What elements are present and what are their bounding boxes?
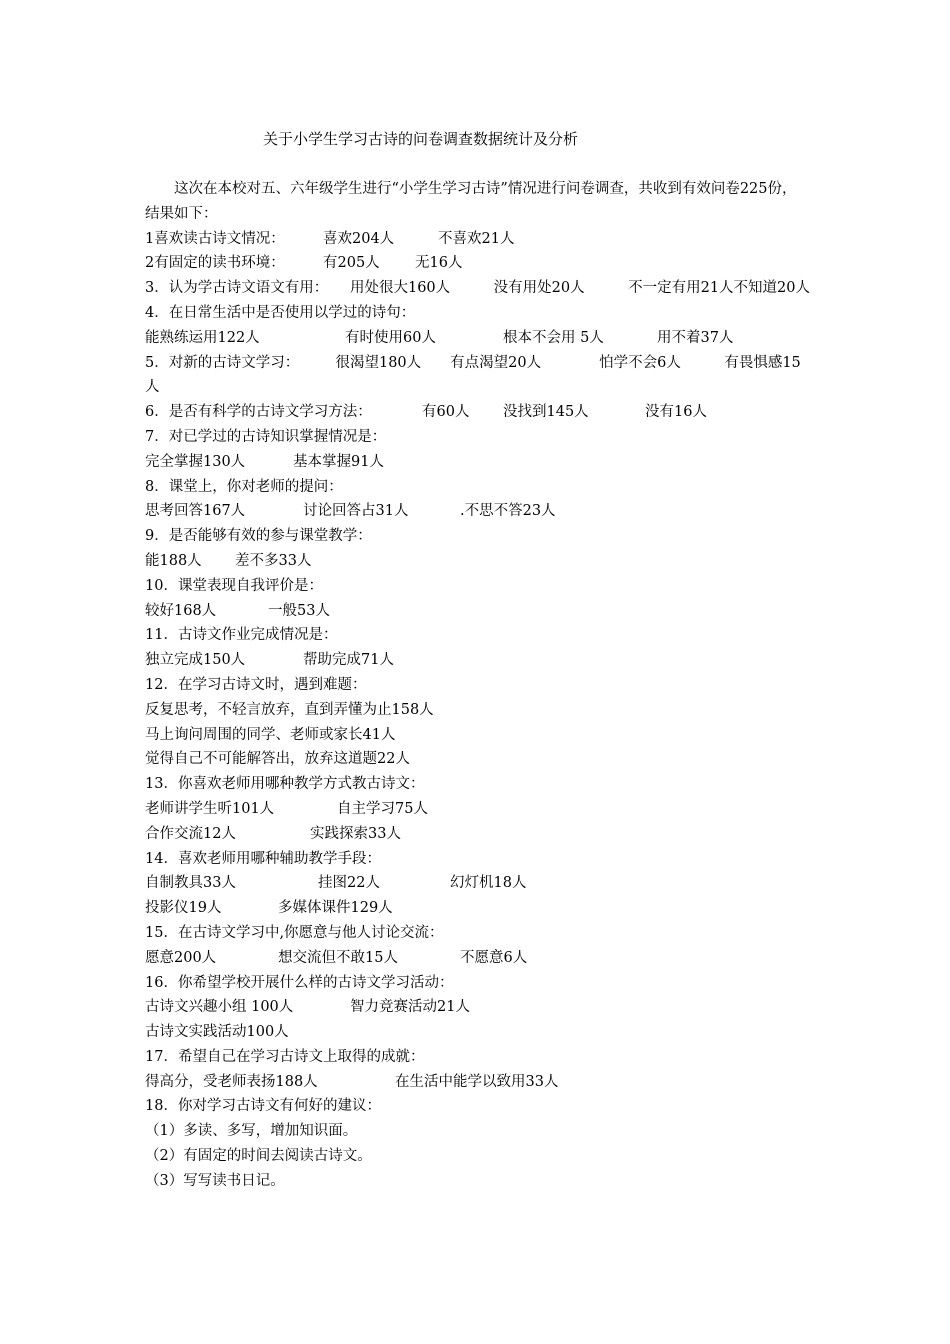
survey-line (145, 1020, 810, 1045)
survey-line-segment: 有时使用60人 (345, 329, 436, 346)
survey-line-segment: 幻灯机18人 (450, 875, 527, 892)
survey-line (145, 896, 810, 921)
survey-line (145, 1070, 810, 1095)
survey-line-segment: 8．课堂上，你对老师的提问： (145, 478, 343, 495)
survey-line (145, 450, 810, 475)
survey-line-segment: 得高分，受老师表扬188人 (145, 1073, 318, 1090)
survey-line (145, 946, 810, 971)
survey-line (145, 995, 810, 1020)
survey-line-segment: 投影仪19人 (145, 900, 222, 917)
survey-line-segment: 有205人 (323, 255, 380, 272)
survey-line-segment: （1）多读、多写，增加知识面。 (145, 1123, 358, 1140)
survey-line-segment: 差不多33人 (235, 552, 312, 569)
survey-line (145, 549, 810, 574)
survey-line (145, 599, 810, 624)
survey-line-segment: 古诗文实践活动100人 (145, 1024, 289, 1041)
survey-line-segment: 思考回答167人 (145, 503, 246, 520)
survey-line-segment: 一般53人 (268, 602, 330, 619)
survey-line-segment: 马上询问周围的同学、老师或家长41人 (145, 726, 396, 743)
survey-line-segment: 16．你希望学校开展什么样的古诗文学习活动： (145, 974, 454, 991)
survey-line (145, 524, 810, 549)
document-page (145, 0, 810, 1344)
survey-line (145, 1144, 810, 1169)
survey-line (145, 673, 810, 698)
survey-line-segment: 想交流但不敢15人 (278, 949, 398, 966)
survey-line-segment: 不喜欢21人 (438, 230, 515, 247)
survey-line (145, 971, 810, 996)
survey-line: 5．对新的古诗文学习： 很渴望180人 有点渴望20人 怕学不会6人 有畏惧感15人 (145, 354, 801, 396)
survey-line (145, 1045, 810, 1070)
survey-line-segment: 12．在学习古诗文时，遇到难题： (145, 676, 367, 693)
survey-line (145, 822, 810, 847)
survey-line-segment: 能熟练运用122人 (145, 329, 260, 346)
survey-line-segment: 独立完成150人 (145, 652, 246, 669)
survey-line-segment: 10．课堂表现自我评价是： (145, 577, 323, 594)
survey-line (145, 475, 810, 500)
survey-line-segment: 根本不会用 5人 (503, 329, 604, 346)
survey-line (145, 251, 810, 276)
survey-line-segment: 7．对已学过的古诗知识掌握情况是： (145, 428, 387, 445)
survey-line-segment: 4．在日常生活中是否使用以学过的诗句： (145, 304, 416, 321)
survey-line-segment: 喜欢204人 (323, 230, 395, 247)
survey-line-segment: 用不着37人 (657, 329, 734, 346)
survey-line-segment: 无16人 (415, 255, 463, 272)
survey-line-segment: 较好168人 (145, 602, 217, 619)
survey-line-segment: 觉得自己不可能解答出，放弃这道题22人 (145, 751, 410, 768)
survey-line-segment: （3）写写读书日记。 (145, 1172, 285, 1189)
survey-line-segment: 2有固定的读书环境： (145, 255, 285, 272)
document-body (145, 177, 810, 1194)
survey-line-segment: 能188人 (145, 552, 202, 569)
survey-line-segment: 讨论回答占31人 (303, 503, 409, 520)
survey-line (145, 648, 810, 673)
survey-line-segment: 反复思考，不轻言放弃，直到弄懂为止158人 (145, 701, 434, 718)
survey-line-segment: 自主学习75人 (337, 800, 428, 817)
survey-line-segment: 15．在古诗文学习中,你愿意与他人讨论交流： (145, 924, 444, 941)
survey-line (145, 301, 810, 326)
survey-line (145, 400, 810, 425)
survey-line-segment: 合作交流12人 (145, 825, 236, 842)
survey-line (145, 723, 810, 748)
survey-line-segment: （2）有固定的时间去阅读古诗文。 (145, 1148, 372, 1165)
survey-line (145, 847, 810, 872)
survey-line-segment: 11．古诗文作业完成情况是： (145, 627, 338, 644)
survey-line-segment: 17．希望自己在学习古诗文上取得的成就： (145, 1048, 425, 1065)
survey-line-segment: 有60人 (422, 404, 470, 421)
survey-line: 3．认为学古诗文语文有用： 用处很大160人 没有用处20人 不一定有用21人不知道20人 (145, 280, 810, 297)
survey-line-segment: 1喜欢读古诗文情况： (145, 230, 285, 247)
survey-line (145, 499, 810, 524)
survey-line-segment: 智力竞赛活动21人 (350, 999, 470, 1016)
survey-line (145, 1169, 810, 1194)
survey-line-segment: 6．是否有科学的古诗文学习方法： (145, 404, 372, 421)
survey-line (145, 797, 810, 822)
survey-line-segment: 没找到145人 (503, 404, 589, 421)
survey-line-segment: 老师讲学生听101人 (145, 800, 275, 817)
survey-line-segment: 基本掌握91人 (293, 453, 384, 470)
survey-line-segment: .不思不答23人 (460, 503, 556, 520)
survey-line-segment: 13．你喜欢老师用哪种教学方式教古诗文： (145, 776, 425, 793)
survey-line (145, 623, 810, 648)
survey-line (145, 698, 810, 723)
survey-line-segment: 完全掌握130人 (145, 453, 246, 470)
document-title: 关于小学生学习古诗的问卷调查数据统计及分析 (263, 130, 579, 148)
survey-line-segment: 实践探索33人 (310, 825, 401, 842)
survey-line (145, 871, 810, 896)
survey-line-segment: 14．喜欢老师用哪种辅助教学手段： (145, 850, 381, 867)
survey-line-segment: 18．你对学习古诗文有何好的建议： (145, 1098, 381, 1115)
survey-line (145, 1094, 810, 1119)
survey-line (145, 326, 810, 351)
survey-line-segment: 帮助完成71人 (303, 652, 394, 669)
survey-line (145, 1119, 810, 1144)
survey-line (145, 747, 810, 772)
survey-line (145, 574, 810, 599)
survey-line-segment: 没有16人 (645, 404, 707, 421)
survey-line (145, 772, 810, 797)
survey-line-segment: 挂图22人 (318, 875, 380, 892)
survey-line-segment: 在生活中能学以致用33人 (395, 1073, 559, 1090)
survey-line-segment: 不愿意6人 (460, 949, 528, 966)
survey-line (145, 921, 810, 946)
survey-line-segment: 愿意200人 (145, 949, 217, 966)
survey-line-segment: 9．是否能够有效的参与课堂教学： (145, 528, 372, 545)
survey-line-segment: 自制教具33人 (145, 875, 236, 892)
survey-line-segment: 古诗文兴趣小组 100人 (145, 999, 294, 1016)
survey-line (145, 425, 810, 450)
intro-paragraph: 这次在本校对五、六年级学生进行“小学生学习古诗”情况进行问卷调查，共收到有效问卷225份，结果如下： (145, 181, 797, 222)
survey-line-segment: 多媒体课件129人 (278, 900, 393, 917)
survey-line (145, 227, 810, 252)
